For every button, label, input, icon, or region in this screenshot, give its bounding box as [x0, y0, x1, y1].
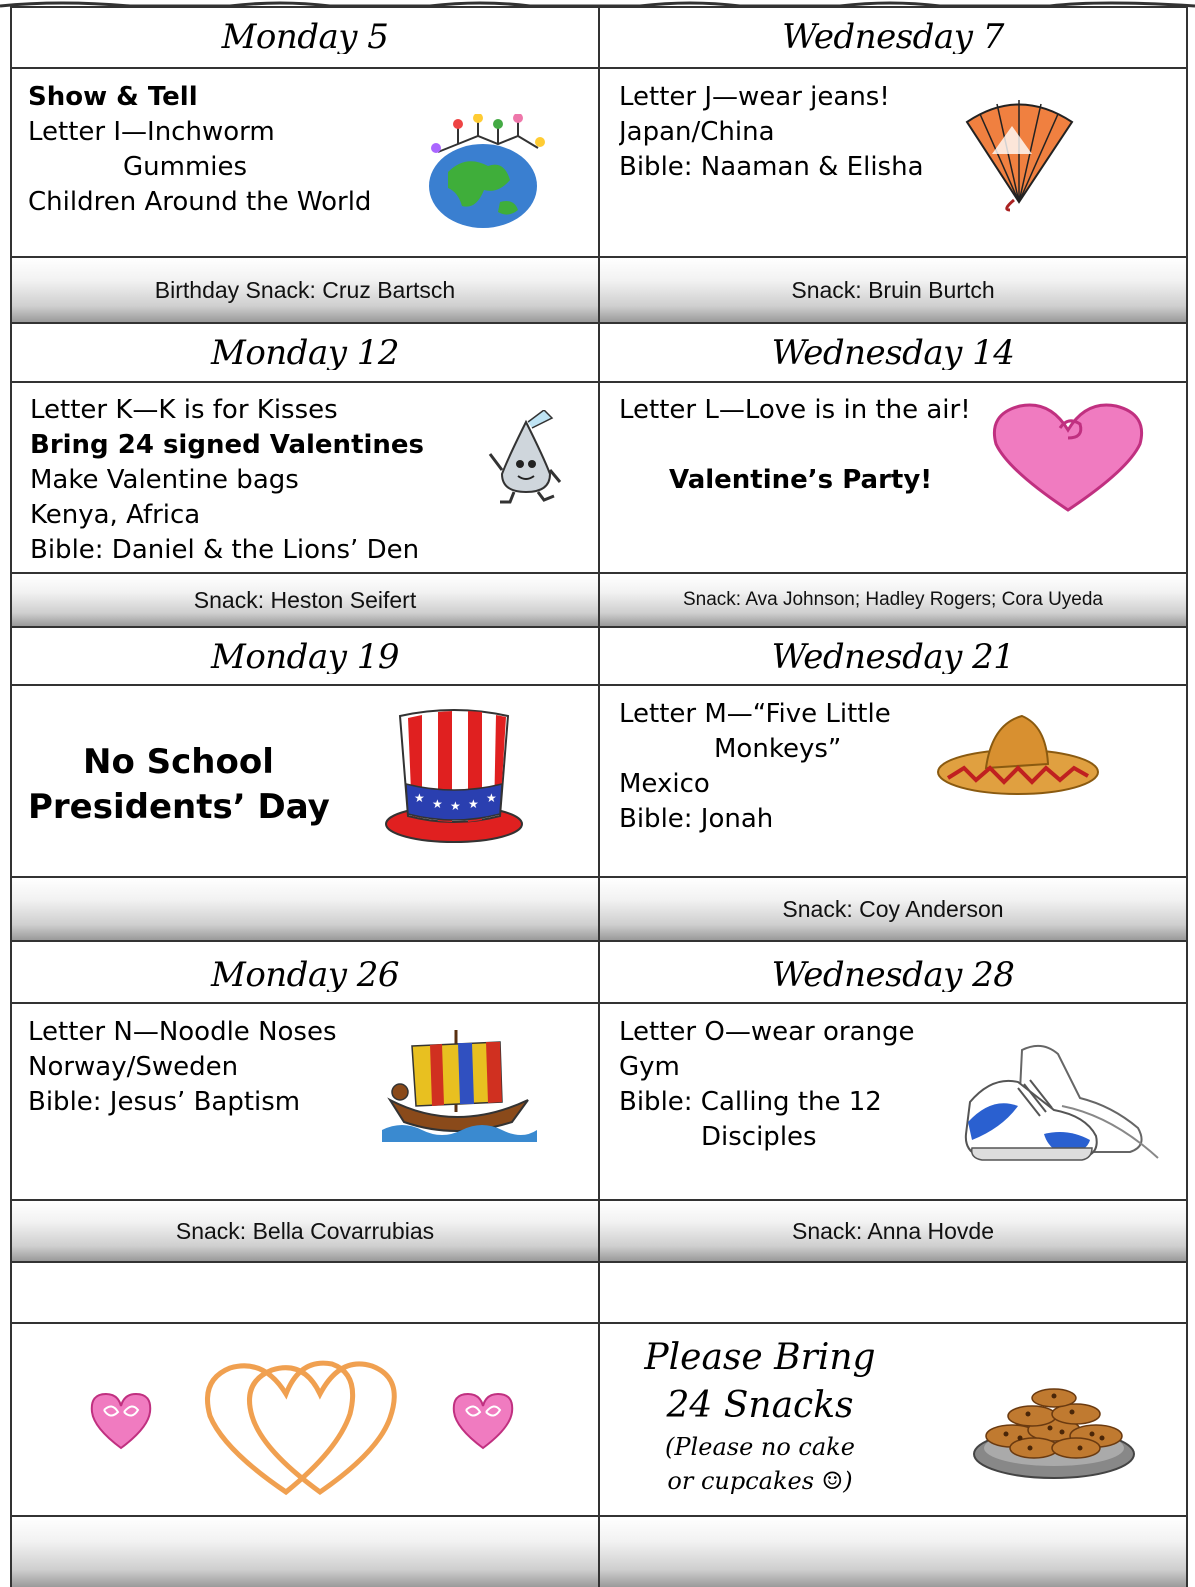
snack-bar-wednesday-14: Snack: Ava Johnson; Hadley Rogers; Cora Uyeda — [600, 574, 1186, 626]
activity-line: Valentine’s Party! — [669, 465, 933, 495]
viking-ship-icon — [382, 1022, 537, 1142]
heart-icon — [988, 398, 1148, 516]
grid-line — [10, 684, 1188, 686]
activity-line: Letter N—Noodle Noses — [28, 1017, 337, 1047]
day-content-monday-19 — [28, 740, 388, 830]
snack-bar-monday-26: Snack: Bella Covarrubias — [12, 1201, 598, 1261]
snack-note — [620, 1334, 900, 1498]
hand-fan-icon — [962, 92, 1077, 212]
svg-text:★: ★ — [468, 797, 479, 811]
activity-line: Children Around the World — [28, 187, 372, 217]
activity-line: Letter O—wear orange — [619, 1017, 915, 1047]
grid-line — [10, 322, 1188, 324]
snack-bar-wednesday-7: Snack: Bruin Burtch — [600, 258, 1186, 322]
cookie-plate-icon — [972, 1382, 1137, 1482]
svg-text:★: ★ — [414, 791, 425, 805]
grid-line — [10, 1261, 1188, 1263]
activity-line: Bring 24 signed Valentines — [30, 430, 425, 460]
spacer — [619, 428, 989, 463]
day-header-monday-5: Monday 5 — [221, 20, 389, 54]
svg-text:★: ★ — [450, 799, 461, 813]
day-header-wednesday-14: Wednesday 14 — [771, 336, 1015, 370]
activity-line: Bible: Daniel & the Lions’ Den — [30, 535, 420, 565]
calendar-grid — [10, 6, 1188, 1587]
activity-line: Letter I—Inchworm — [28, 117, 275, 147]
grid-line — [10, 940, 1188, 942]
uncle-sam-hat-icon — [382, 706, 527, 846]
day-header-wednesday-7: Wednesday 7 — [782, 20, 1004, 54]
note-line: 24 Snacks — [666, 1385, 854, 1426]
svg-text:★: ★ — [486, 791, 497, 805]
activity-line: Japan/China — [619, 117, 775, 147]
activity-line: Letter L—Love is in the air! — [619, 395, 971, 425]
activity-line: Disciples — [701, 1122, 817, 1152]
activity-line: Monkeys” — [714, 734, 842, 764]
day-content-wednesday-21 — [619, 697, 939, 837]
svg-text:★: ★ — [432, 797, 443, 811]
grid-line — [10, 626, 1188, 628]
activity-line: Norway/Sweden — [28, 1052, 239, 1082]
empty-snack-bar — [600, 1517, 1186, 1587]
note-line: or cupcakes ☺) — [667, 1467, 853, 1495]
day-header-monday-19: Monday 19 — [211, 640, 399, 674]
day-header-wednesday-28: Wednesday 28 — [771, 958, 1015, 992]
activity-line: Letter K—K is for Kisses — [30, 395, 338, 425]
activity-line: Mexico — [619, 769, 710, 799]
note-line: Please Bring — [644, 1337, 876, 1378]
activity-line: Presidents’ Day — [28, 787, 330, 827]
activity-line: Letter M—“Five Little — [619, 699, 891, 729]
snack-bar-monday-12: Snack: Heston Seifert — [12, 574, 598, 626]
day-content-monday-26 — [28, 1015, 388, 1120]
small-heart-icon — [88, 1390, 154, 1452]
activity-line: Bible: Calling the 12 — [619, 1087, 882, 1117]
activity-line: Gym — [619, 1052, 680, 1082]
grid-column-divider — [598, 6, 600, 1587]
globe-children-icon — [418, 114, 548, 229]
activity-line: Letter J—wear jeans! — [619, 82, 890, 112]
day-header-monday-12: Monday 12 — [211, 336, 399, 370]
snack-bar-wednesday-28: Snack: Anna Hovde — [600, 1201, 1186, 1261]
activity-line: Kenya, Africa — [30, 500, 201, 530]
kiss-candy-icon — [488, 410, 563, 505]
grid-line — [1186, 6, 1188, 1587]
day-content-wednesday-28 — [619, 1015, 959, 1155]
activity-line: No School — [83, 742, 274, 782]
day-content-wednesday-7 — [619, 80, 959, 185]
grid-line — [10, 67, 1188, 69]
small-heart-icon — [450, 1390, 516, 1452]
activity-line: Show & Tell — [28, 82, 198, 112]
grid-line — [10, 1002, 1188, 1004]
grid-line — [10, 6, 12, 1587]
activity-line: Gummies — [123, 152, 248, 182]
snack-bar-wednesday-21: Snack: Coy Anderson — [600, 878, 1186, 940]
activity-line: Bible: Jesus’ Baptism — [28, 1087, 301, 1117]
activity-line: Make Valentine bags — [30, 465, 299, 495]
activity-line: Bible: Naaman & Elisha — [619, 152, 924, 182]
day-header-wednesday-21: Wednesday 21 — [771, 640, 1015, 674]
hearts-icon — [200, 1346, 405, 1498]
empty-snack-bar — [12, 1517, 598, 1587]
snack-bar-monday-19 — [12, 878, 598, 940]
activity-line: Bible: Jonah — [619, 804, 774, 834]
day-content-wednesday-14 — [619, 393, 989, 498]
grid-line — [10, 1322, 1188, 1324]
snack-bar-monday-5: Birthday Snack: Cruz Bartsch — [12, 258, 598, 322]
sombrero-icon — [936, 706, 1106, 802]
sneakers-icon — [962, 1036, 1162, 1166]
note-line: (Please no cake — [665, 1433, 855, 1461]
day-header-monday-26: Monday 26 — [211, 958, 399, 992]
grid-line — [10, 381, 1188, 383]
